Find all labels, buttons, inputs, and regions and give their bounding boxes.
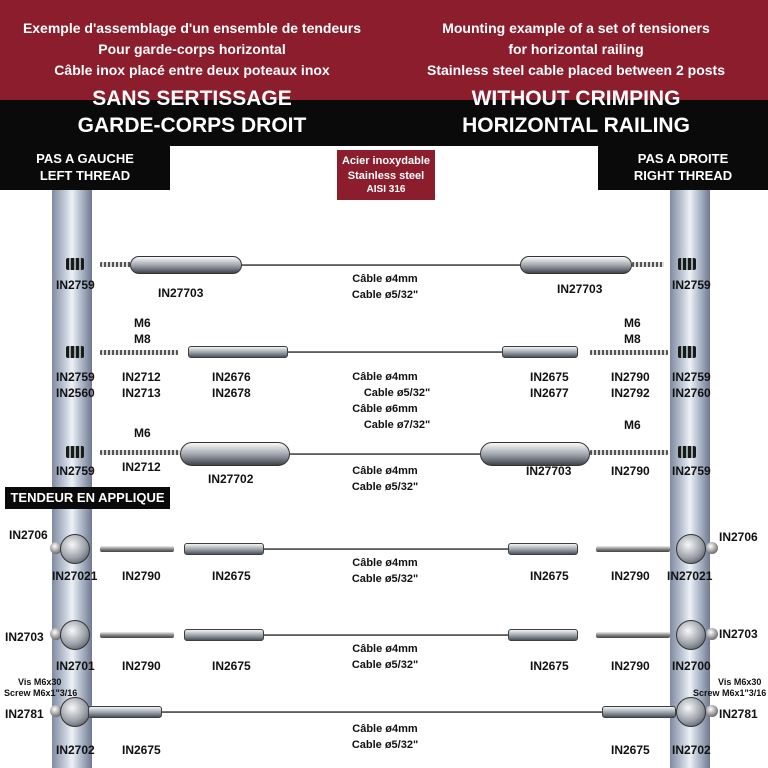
threaded-insert-icon (678, 346, 696, 358)
row6-right-screw-fr: Vis M6x30 (718, 677, 762, 687)
swage-tube-icon (184, 543, 264, 555)
row2-left-insert-1: IN2759 (56, 370, 95, 384)
threaded-insert-icon (66, 258, 84, 270)
row1-right-insert: IN2759 (672, 278, 711, 292)
row3-right-barrel: IN27703 (526, 464, 572, 478)
cable-line (264, 634, 508, 636)
swage-tube-icon (88, 706, 162, 718)
steel-badge (337, 150, 435, 200)
row2-right-tube-2: IN2677 (530, 386, 569, 400)
swage-tube-icon (184, 629, 264, 641)
fr-subtitle-2: Pour garde-corps horizontal (98, 41, 286, 57)
cable-line (264, 548, 508, 550)
fr-subtitle-1: Exemple d'assemblage d'un ensemble de tendeurs (22, 20, 362, 36)
en-title-2: HORIZONTAL RAILING (462, 114, 690, 137)
row4-left-tube: IN2675 (212, 569, 251, 583)
row6-cable-metric: Câble ø4mm (352, 723, 418, 735)
row6-right-tube: IN2675 (611, 743, 650, 757)
row1-cable-imperial: Cable ø5/32" (351, 289, 419, 301)
threaded-insert-icon (66, 446, 84, 458)
row2-right-m6: M6 (624, 316, 641, 330)
row1-left-tensioner: IN27703 (158, 286, 204, 300)
tensioner-body-icon (520, 256, 632, 274)
threaded-rod-icon (596, 546, 670, 552)
wall-mount-knob-icon (676, 697, 706, 727)
cable-line (290, 453, 480, 455)
row6-cable-imperial: Cable ø5/32" (351, 739, 419, 751)
row3-cable-imperial: Cable ø5/32" (351, 481, 419, 493)
pin-icon (706, 542, 718, 554)
tensioner-body-icon (130, 256, 242, 274)
row1-left-insert: IN2759 (56, 278, 95, 292)
swage-tube-icon (508, 543, 578, 555)
row2-left-rod-2: IN2713 (122, 386, 161, 400)
row4-right-knob: IN27021 (667, 569, 713, 583)
tensioner-body-icon (480, 442, 590, 466)
row4-right-rod: IN2790 (611, 569, 650, 583)
row4-right-pin: IN2706 (719, 530, 758, 544)
en-title-1: WITHOUT CRIMPING (471, 87, 681, 110)
row2-right-insert-1: IN2759 (672, 370, 711, 384)
swage-tube-icon (188, 346, 288, 358)
steel-badge-en: Stainless steel (347, 170, 425, 182)
en-subtitle-2: for horizontal railing (508, 41, 644, 57)
cable-line (288, 351, 502, 353)
right-thread-fr: PAS A DROITE (637, 151, 729, 166)
row4-left-knob: IN27021 (52, 569, 98, 583)
row6-left-tube: IN2675 (122, 743, 161, 757)
row6-left-pin: IN2781 (5, 707, 44, 721)
row2-right-m8: M8 (624, 332, 641, 346)
row3-cable-metric: Câble ø4mm (352, 465, 418, 477)
threaded-rod-icon (596, 632, 670, 638)
row3-left-rod: IN2712 (122, 460, 161, 474)
threaded-rod-icon (100, 450, 180, 455)
row6-left-screw-fr: Vis M6x30 (18, 677, 62, 687)
threaded-rod-icon (632, 262, 664, 267)
en-subtitle-3: Stainless steel cable placed between 2 posts (426, 62, 725, 78)
row5-right-tube: IN2675 (530, 659, 569, 673)
swage-tube-icon (502, 346, 578, 358)
row2-left-tube-2: IN2678 (212, 386, 251, 400)
threaded-insert-icon (66, 346, 84, 358)
right-post (670, 190, 710, 768)
row3-left-m6: M6 (134, 426, 151, 440)
row2-right-rod-2: IN2792 (611, 386, 650, 400)
row2-cable-3: Câble ø6mm (352, 403, 418, 415)
steel-badge-fr: Acier inoxydable (341, 155, 431, 167)
row5-right-rod: IN2790 (611, 659, 650, 673)
threaded-insert-icon (678, 446, 696, 458)
row2-right-insert-2: IN2760 (672, 386, 711, 400)
row4-cable-metric: Câble ø4mm (352, 557, 418, 569)
fr-title-1: SANS SERTISSAGE (92, 87, 292, 110)
row3-right-m6: M6 (624, 418, 641, 432)
threaded-rod-icon (590, 450, 668, 455)
row1-cable-metric: Câble ø4mm (352, 273, 418, 285)
threaded-rod-icon (100, 262, 132, 267)
row2-cable-4: Cable ø7/32" (363, 419, 431, 431)
row5-left-pin: IN2703 (5, 630, 44, 644)
row2-left-m6: M6 (134, 316, 151, 330)
row6-left-knob: IN2702 (56, 743, 95, 757)
applique-label: TENDEUR EN APPLIQUE (5, 487, 170, 509)
row2-left-insert-2: IN2560 (56, 386, 95, 400)
pin-icon (706, 705, 718, 717)
row5-left-knob: IN2701 (56, 659, 95, 673)
wall-mount-knob-icon (60, 620, 90, 650)
left-thread-en: LEFT THREAD (39, 168, 131, 183)
row3-right-insert: IN2759 (672, 464, 711, 478)
row6-right-screw-en: Screw M6x1"3/16 (693, 688, 767, 698)
fr-title-2: GARDE-CORPS DROIT (77, 114, 307, 137)
row2-cable-2: Cable ø5/32" (363, 387, 431, 399)
row4-right-tube: IN2675 (530, 569, 569, 583)
row6-right-knob: IN2702 (672, 743, 711, 757)
row3-left-barrel: IN27702 (208, 472, 254, 486)
row2-left-tube-1: IN2676 (212, 370, 251, 384)
row6-left-screw-en: Screw M6x1"3/16 (4, 688, 78, 698)
row5-right-pin: IN2703 (719, 627, 758, 641)
wall-mount-knob-icon (60, 697, 90, 727)
left-thread-fr: PAS A GAUCHE (36, 151, 134, 166)
threaded-rod-icon (590, 350, 668, 355)
swage-tube-icon (602, 706, 676, 718)
row5-left-rod: IN2790 (122, 659, 161, 673)
left-thread-label (0, 146, 170, 190)
steel-badge-grade: AISI 316 (366, 184, 406, 195)
row5-right-knob: IN2700 (672, 659, 711, 673)
row2-right-rod-1: IN2790 (611, 370, 650, 384)
right-thread-label (598, 146, 768, 190)
row4-left-rod: IN2790 (122, 569, 161, 583)
row4-cable-imperial: Cable ø5/32" (351, 573, 419, 585)
row5-cable-imperial: Cable ø5/32" (351, 659, 419, 671)
threaded-rod-icon (100, 632, 174, 638)
row5-left-tube: IN2675 (212, 659, 251, 673)
cable-line (162, 711, 602, 713)
right-thread-en: RIGHT THREAD (633, 168, 733, 183)
row4-left-pin: IN2706 (9, 528, 48, 542)
row2-left-m8: M8 (134, 332, 151, 346)
tensioner-body-icon (180, 442, 290, 466)
fr-subtitle-3: Câble inox placé entre deux poteaux inox (54, 62, 330, 78)
en-subtitle-1: Mounting example of a set of tensioners (442, 20, 710, 36)
row3-right-rod: IN2790 (611, 464, 650, 478)
row2-left-rod-1: IN2712 (122, 370, 161, 384)
threaded-insert-icon (678, 258, 696, 270)
pin-icon (706, 628, 718, 640)
row3-left-insert: IN2759 (56, 464, 95, 478)
wall-mount-knob-icon (676, 534, 706, 564)
threaded-rod-icon (100, 546, 174, 552)
row1-right-tensioner: IN27703 (557, 282, 603, 296)
wall-mount-knob-icon (676, 620, 706, 650)
row2-right-tube-1: IN2675 (530, 370, 569, 384)
row5-cable-metric: Câble ø4mm (352, 643, 418, 655)
threaded-rod-icon (100, 350, 178, 355)
row6-right-pin: IN2781 (719, 707, 758, 721)
swage-tube-icon (508, 629, 578, 641)
cable-line (242, 264, 520, 266)
wall-mount-knob-icon (60, 534, 90, 564)
row2-cable-1: Câble ø4mm (352, 371, 418, 383)
